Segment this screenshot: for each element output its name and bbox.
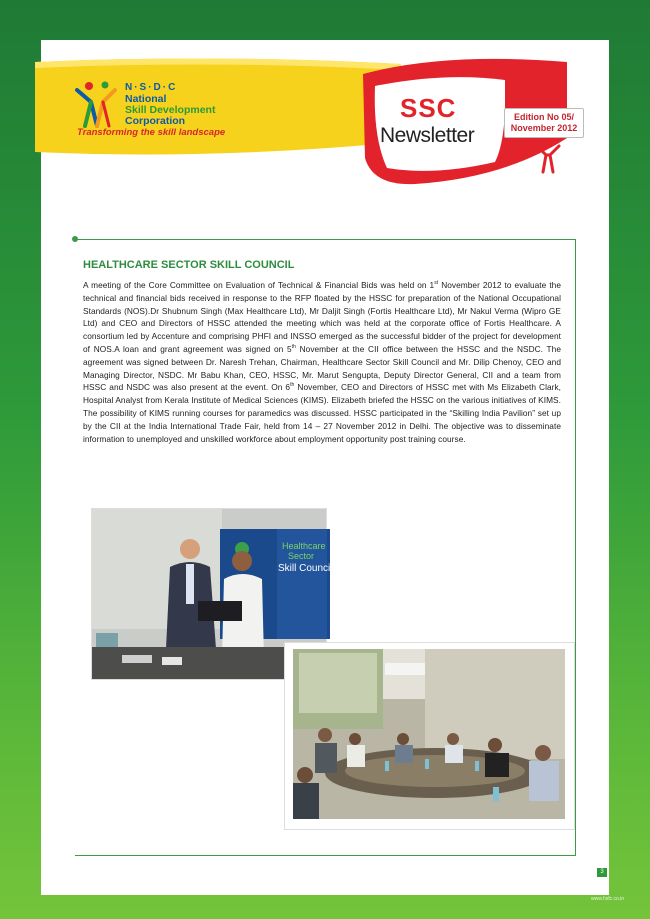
ssc-title: SSC bbox=[400, 93, 457, 123]
backdrop-text-1: Healthcare bbox=[282, 541, 326, 551]
backdrop-text-3: Skill Council bbox=[278, 563, 333, 574]
article-text-4: November, CEO and Directors of HSSC met with Ms Elizabeth Clark, Hospital Analyst from Kerala Institute of Medical Sciences (KIMS). Elizabeth briefed the HSSC on the various initiatives of KIMS. The possibility of KIMS running courses for paramedics was discussed. HSSC participated in the “Skilling India Pavilion” set up by the CII at the India International Trade Fair, held from 14 – 27 November 2012 in Delhi. The objective was to disseminate information to unemployed and unskilled workforce about employment opportunity post training course. bbox=[83, 382, 561, 444]
article-heading: HEALTHCARE SECTOR SKILL COUNCIL bbox=[83, 259, 295, 271]
backdrop-text-2: Sector bbox=[288, 551, 315, 561]
page-number: 3 bbox=[597, 868, 607, 877]
logo-name-line1: National bbox=[125, 93, 167, 105]
skill-figure-icon bbox=[75, 80, 119, 130]
article-text-1: A meeting of the Core Committee on Evaluation of Technical & Financial Bids was held on 1 bbox=[83, 280, 435, 290]
ordinal-suffix-3: th bbox=[290, 382, 295, 389]
meeting-photo-image bbox=[285, 643, 574, 829]
logo-acronym: N·S·D·C bbox=[125, 82, 178, 93]
article-body bbox=[83, 279, 561, 445]
tagline: Transforming the skill landscape bbox=[77, 127, 226, 138]
edition-badge bbox=[504, 108, 584, 138]
article-text-3: November at the CII office between the HSSC and the NSDC. The agreement was signed between Dr. Naresh Trehan, Chairman, Healthcare Sector Skill Council and Mr. Dilip Chenoy, CEO and Managing Director, NSDC. Mr Babu Khan, CEO, HSSC, Mr. Marut Sengupta, Deputy Director General, CII and a team from HSSC and NSDC was also present at the event. On 6 bbox=[83, 343, 561, 393]
logo-name bbox=[125, 94, 215, 127]
person-icon bbox=[535, 138, 561, 174]
article-text-2: November 2012 to evaluate the technical and financial bids received in response to the RFP floated by the HSSC for preparation of the National Occupational Standards (NOS).Dr Shubnum Singh (Max Healthcare Ltd), Mr Daljit Singh (Fortis Healthcare Ltd), Mr Nakul Verma (Wipro GE Ltd) and CEO and Directors of HSSC attended the meeting which was held at the corporate office of Fortis Healthcare. A consortium led by Accenture and comprising PHFI and INSSO emerged as the successful bidder of the project for development of NOS.A loan and grant agreement was signed on 5 bbox=[83, 280, 561, 354]
frame-bullet bbox=[72, 236, 78, 242]
logo-name-line3: Corporation bbox=[125, 115, 186, 127]
ordinal-suffix-1: st bbox=[434, 280, 439, 287]
logo-name-line2: Skill Development bbox=[125, 104, 216, 116]
edition-date: November 2012 bbox=[510, 123, 578, 133]
meeting-photo bbox=[284, 642, 575, 830]
footer-url: www.hsfc.co.in bbox=[591, 896, 625, 902]
newsletter-title: Newsletter bbox=[380, 124, 475, 147]
ordinal-suffix-2: th bbox=[291, 344, 296, 351]
edition-number: Edition No 05/ bbox=[513, 112, 574, 122]
